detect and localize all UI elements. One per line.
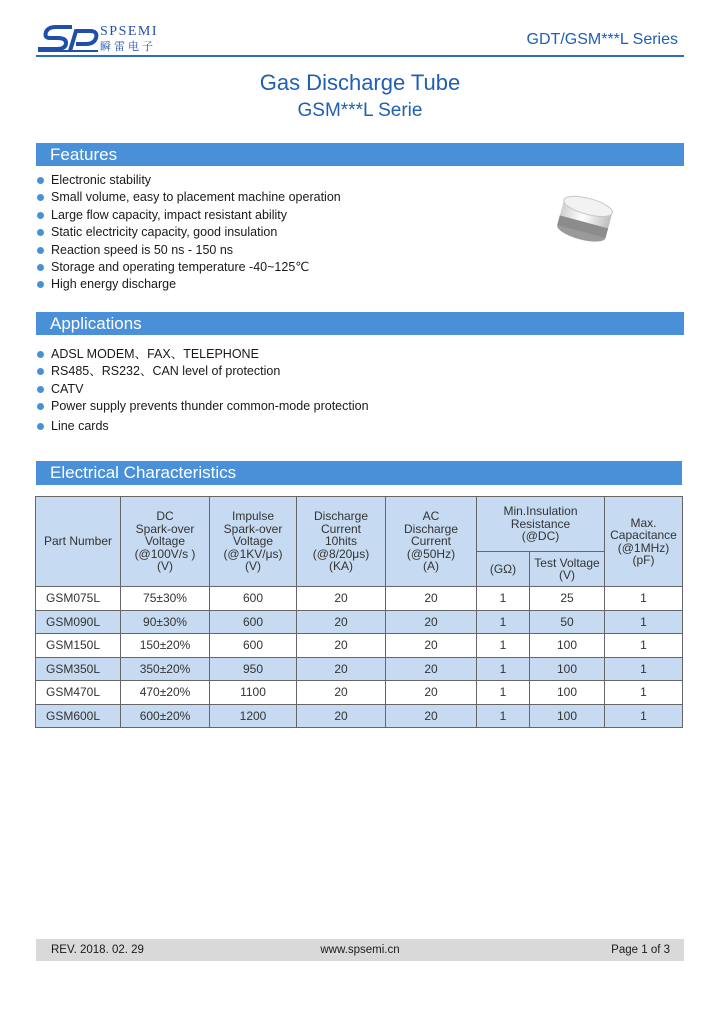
features-list	[36, 172, 341, 294]
bullet-icon	[37, 351, 44, 358]
bullet-icon	[37, 264, 44, 271]
page-footer	[36, 939, 684, 961]
header-discharge-current: Discharge Current 10hits (@8/20μs) (KA)	[297, 497, 386, 587]
brand-name-en: SPSEMI	[100, 24, 159, 39]
document-subtitle: GSM***L Serie	[297, 100, 423, 121]
features-heading-bar	[36, 143, 684, 166]
website-link[interactable]: www.spsemi.cn	[320, 944, 400, 956]
gas-discharge-tube-image	[552, 192, 618, 244]
brand-name-cn: 瞬雷电子	[100, 40, 156, 53]
bullet-icon	[37, 403, 44, 410]
list-item: Large flow capacity, impact resistant ability	[36, 207, 341, 224]
list-item: High energy discharge	[36, 276, 341, 293]
list-item: RS485、RS232、CAN level of protection	[36, 363, 369, 380]
header-part-number: Part Number	[36, 497, 121, 587]
bullet-icon	[37, 194, 44, 201]
electrical-heading: Electrical Characteristics	[50, 463, 237, 482]
electrical-heading-bar	[36, 461, 682, 485]
bullet-icon	[37, 423, 44, 430]
bullet-icon	[37, 281, 44, 288]
applications-heading: Applications	[50, 314, 142, 333]
electrical-characteristics-table	[35, 496, 683, 728]
bullet-icon	[37, 247, 44, 254]
table-row: GSM090L 90±30% 600 20 20 1 50 1	[36, 610, 683, 634]
list-item: Reaction speed is 50 ns - 150 ns	[36, 242, 341, 259]
list-item: Storage and operating temperature -40~125℃	[36, 259, 341, 276]
header-max-capacitance: Max. Capacitance (@1MHz) (pF)	[605, 497, 683, 587]
header-insulation-unit: (GΩ)	[477, 552, 530, 587]
list-item: Power supply prevents thunder common-mode protection	[36, 398, 369, 415]
header-test-voltage: Test Voltage (V)	[530, 552, 605, 587]
page-number: Page 1 of 3	[611, 944, 670, 956]
bullet-icon	[37, 177, 44, 184]
features-heading: Features	[50, 145, 118, 164]
list-item: Line cards	[36, 418, 369, 435]
series-label: GDT/GSM***L Series	[526, 31, 678, 48]
header-dc-sparkover: DC Spark-over Voltage (@100V/s ) (V)	[121, 497, 210, 587]
table-row: GSM150L 150±20% 600 20 20 1 100 1	[36, 634, 683, 658]
document-title: Gas Discharge Tube	[259, 70, 461, 95]
header-divider	[36, 55, 684, 57]
header-insulation-resistance: Min.Insulation Resistance (@DC)	[477, 497, 605, 552]
header-impulse-sparkover: Impulse Spark-over Voltage (@1KV/μs) (V)	[210, 497, 297, 587]
header-ac-discharge: AC Discharge Current (@50Hz) (A)	[386, 497, 477, 587]
bullet-icon	[37, 212, 44, 219]
bullet-icon	[37, 368, 44, 375]
bullet-icon	[37, 386, 44, 393]
applications-list	[36, 346, 369, 435]
table-row: GSM350L 350±20% 950 20 20 1 100 1	[36, 657, 683, 681]
list-item: Electronic stability	[36, 172, 341, 189]
applications-heading-bar	[36, 312, 684, 335]
revision-date: REV. 2018. 02. 29	[51, 944, 144, 956]
list-item: Small volume, easy to placement machine operation	[36, 189, 341, 206]
list-item: ADSL MODEM、FAX、TELEPHONE	[36, 346, 369, 363]
list-item: CATV	[36, 381, 369, 398]
bullet-icon	[37, 229, 44, 236]
table-row: GSM470L 470±20% 1100 20 20 1 100 1	[36, 681, 683, 705]
table-row: GSM600L 600±20% 1200 20 20 1 100 1	[36, 704, 683, 728]
table-row: GSM075L 75±30% 600 20 20 1 25 1	[36, 587, 683, 611]
list-item: Static electricity capacity, good insulation	[36, 224, 341, 241]
